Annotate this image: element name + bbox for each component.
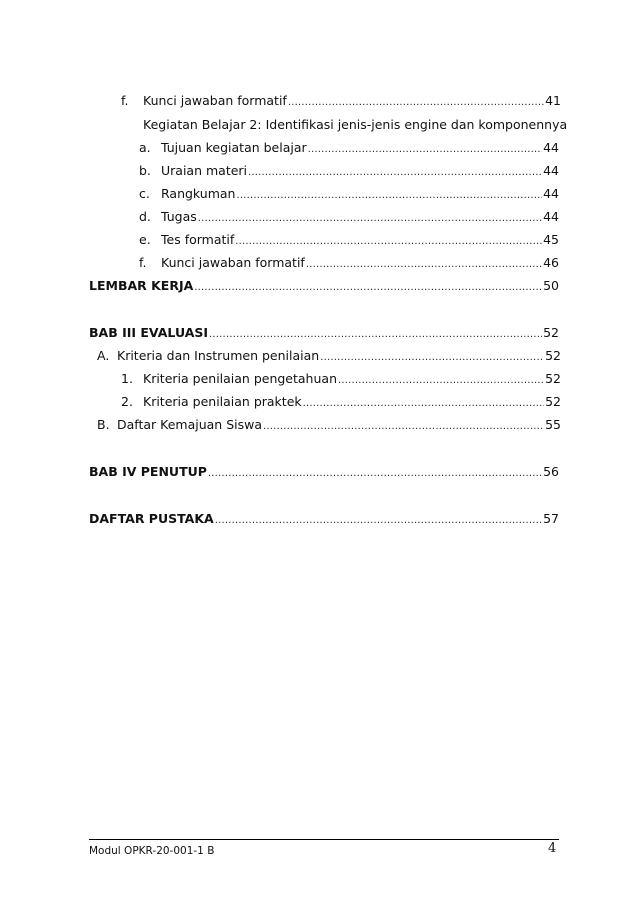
footer-module-code: Modul OPKR-20-001-1 B [89, 845, 215, 857]
toc-entry-marker: 2. [121, 394, 133, 409]
toc-entry[interactable] [97, 417, 561, 435]
toc-entry-page: 44 [543, 140, 559, 155]
toc-entry-marker: A. [97, 348, 110, 363]
toc-entry-label: Tugas [161, 209, 197, 224]
toc-entry[interactable] [89, 325, 559, 343]
toc-entry-marker: a. [139, 140, 151, 155]
toc-subheading: Kegiatan Belajar 2: Identifikasi jenis-jenis engine dan komponennya [143, 117, 568, 132]
dot-leader [215, 513, 542, 529]
toc-entry-marker: e. [139, 232, 151, 247]
toc-entry[interactable] [89, 511, 559, 529]
toc-entry-page: 52 [545, 348, 561, 363]
toc-entry-label: Kriteria penilaian pengetahuan [143, 371, 337, 386]
toc-entry-label: LEMBAR KERJA [89, 278, 194, 293]
dot-leader [208, 466, 542, 482]
dot-leader [303, 396, 544, 412]
footer-page-number: 4 [548, 841, 557, 856]
dot-leader [209, 327, 542, 343]
toc-entry-label: Tes formatif [161, 232, 235, 247]
toc-entry-page: 55 [545, 417, 561, 432]
toc-entry-marker: 1. [121, 371, 133, 386]
toc-entry-marker: f. [121, 93, 129, 108]
toc-entry-page: 46 [543, 255, 559, 270]
toc-entry[interactable] [139, 255, 559, 273]
toc-entry-marker: d. [139, 209, 151, 224]
toc-entry-marker: f. [139, 255, 147, 270]
toc-entry-page: 52 [545, 371, 561, 386]
toc-entry-label: Tujuan kegiatan belajar [161, 140, 307, 155]
toc-entry[interactable] [139, 209, 559, 227]
dot-leader [306, 257, 542, 273]
dot-leader [308, 142, 542, 158]
toc-entry-page: 56 [543, 464, 559, 479]
toc-entry-marker: B. [97, 417, 110, 432]
toc-entry-marker: b. [139, 163, 151, 178]
toc-entry-page: 44 [543, 209, 559, 224]
toc-entry[interactable] [89, 464, 559, 482]
footer-divider [89, 839, 559, 840]
dot-leader [235, 234, 542, 250]
toc-entry[interactable] [139, 186, 559, 204]
dot-leader [198, 211, 542, 227]
toc-entry[interactable] [139, 140, 559, 158]
toc-entry-label: Daftar Kemajuan Siswa [117, 417, 262, 432]
toc-entry-label: Uraian materi [161, 163, 248, 178]
toc-entry[interactable] [139, 163, 559, 181]
toc-entry-label: Kriteria penilaian praktek [143, 394, 302, 409]
toc-entry-label: BAB III EVALUASI [89, 325, 209, 340]
toc-entry-page: 52 [543, 325, 559, 340]
dot-leader [320, 350, 544, 366]
dot-leader [263, 419, 544, 435]
toc-entry[interactable] [89, 278, 559, 296]
toc-entry[interactable] [121, 371, 561, 389]
toc-entry-page: 57 [543, 511, 559, 526]
toc-entry[interactable] [121, 394, 561, 412]
toc-entry-label: Kunci jawaban formatif [161, 255, 305, 270]
toc-entry[interactable] [97, 348, 561, 366]
dot-leader [288, 95, 544, 111]
toc-entry-label: Kriteria dan Instrumen penilaian [117, 348, 320, 363]
toc-entry[interactable] [121, 93, 561, 111]
toc-entry-page: 45 [543, 232, 559, 247]
toc-entry-marker: c. [139, 186, 150, 201]
dot-leader [236, 188, 542, 204]
toc-entry[interactable] [139, 232, 559, 250]
toc-entry-label: BAB IV PENUTUP [89, 464, 207, 479]
toc-entry-page: 50 [543, 278, 559, 293]
toc-entry-label: Kunci jawaban formatif [143, 93, 287, 108]
dot-leader [248, 165, 542, 181]
toc-entry-label: Rangkuman [161, 186, 236, 201]
toc-entry-page: 44 [543, 186, 559, 201]
toc-entry-page: 52 [545, 394, 561, 409]
dot-leader [338, 373, 544, 389]
dot-leader [194, 280, 542, 296]
toc-entry-page: 41 [545, 93, 561, 108]
toc-entry-page: 44 [543, 163, 559, 178]
toc-entry-label: DAFTAR PUSTAKA [89, 511, 214, 526]
